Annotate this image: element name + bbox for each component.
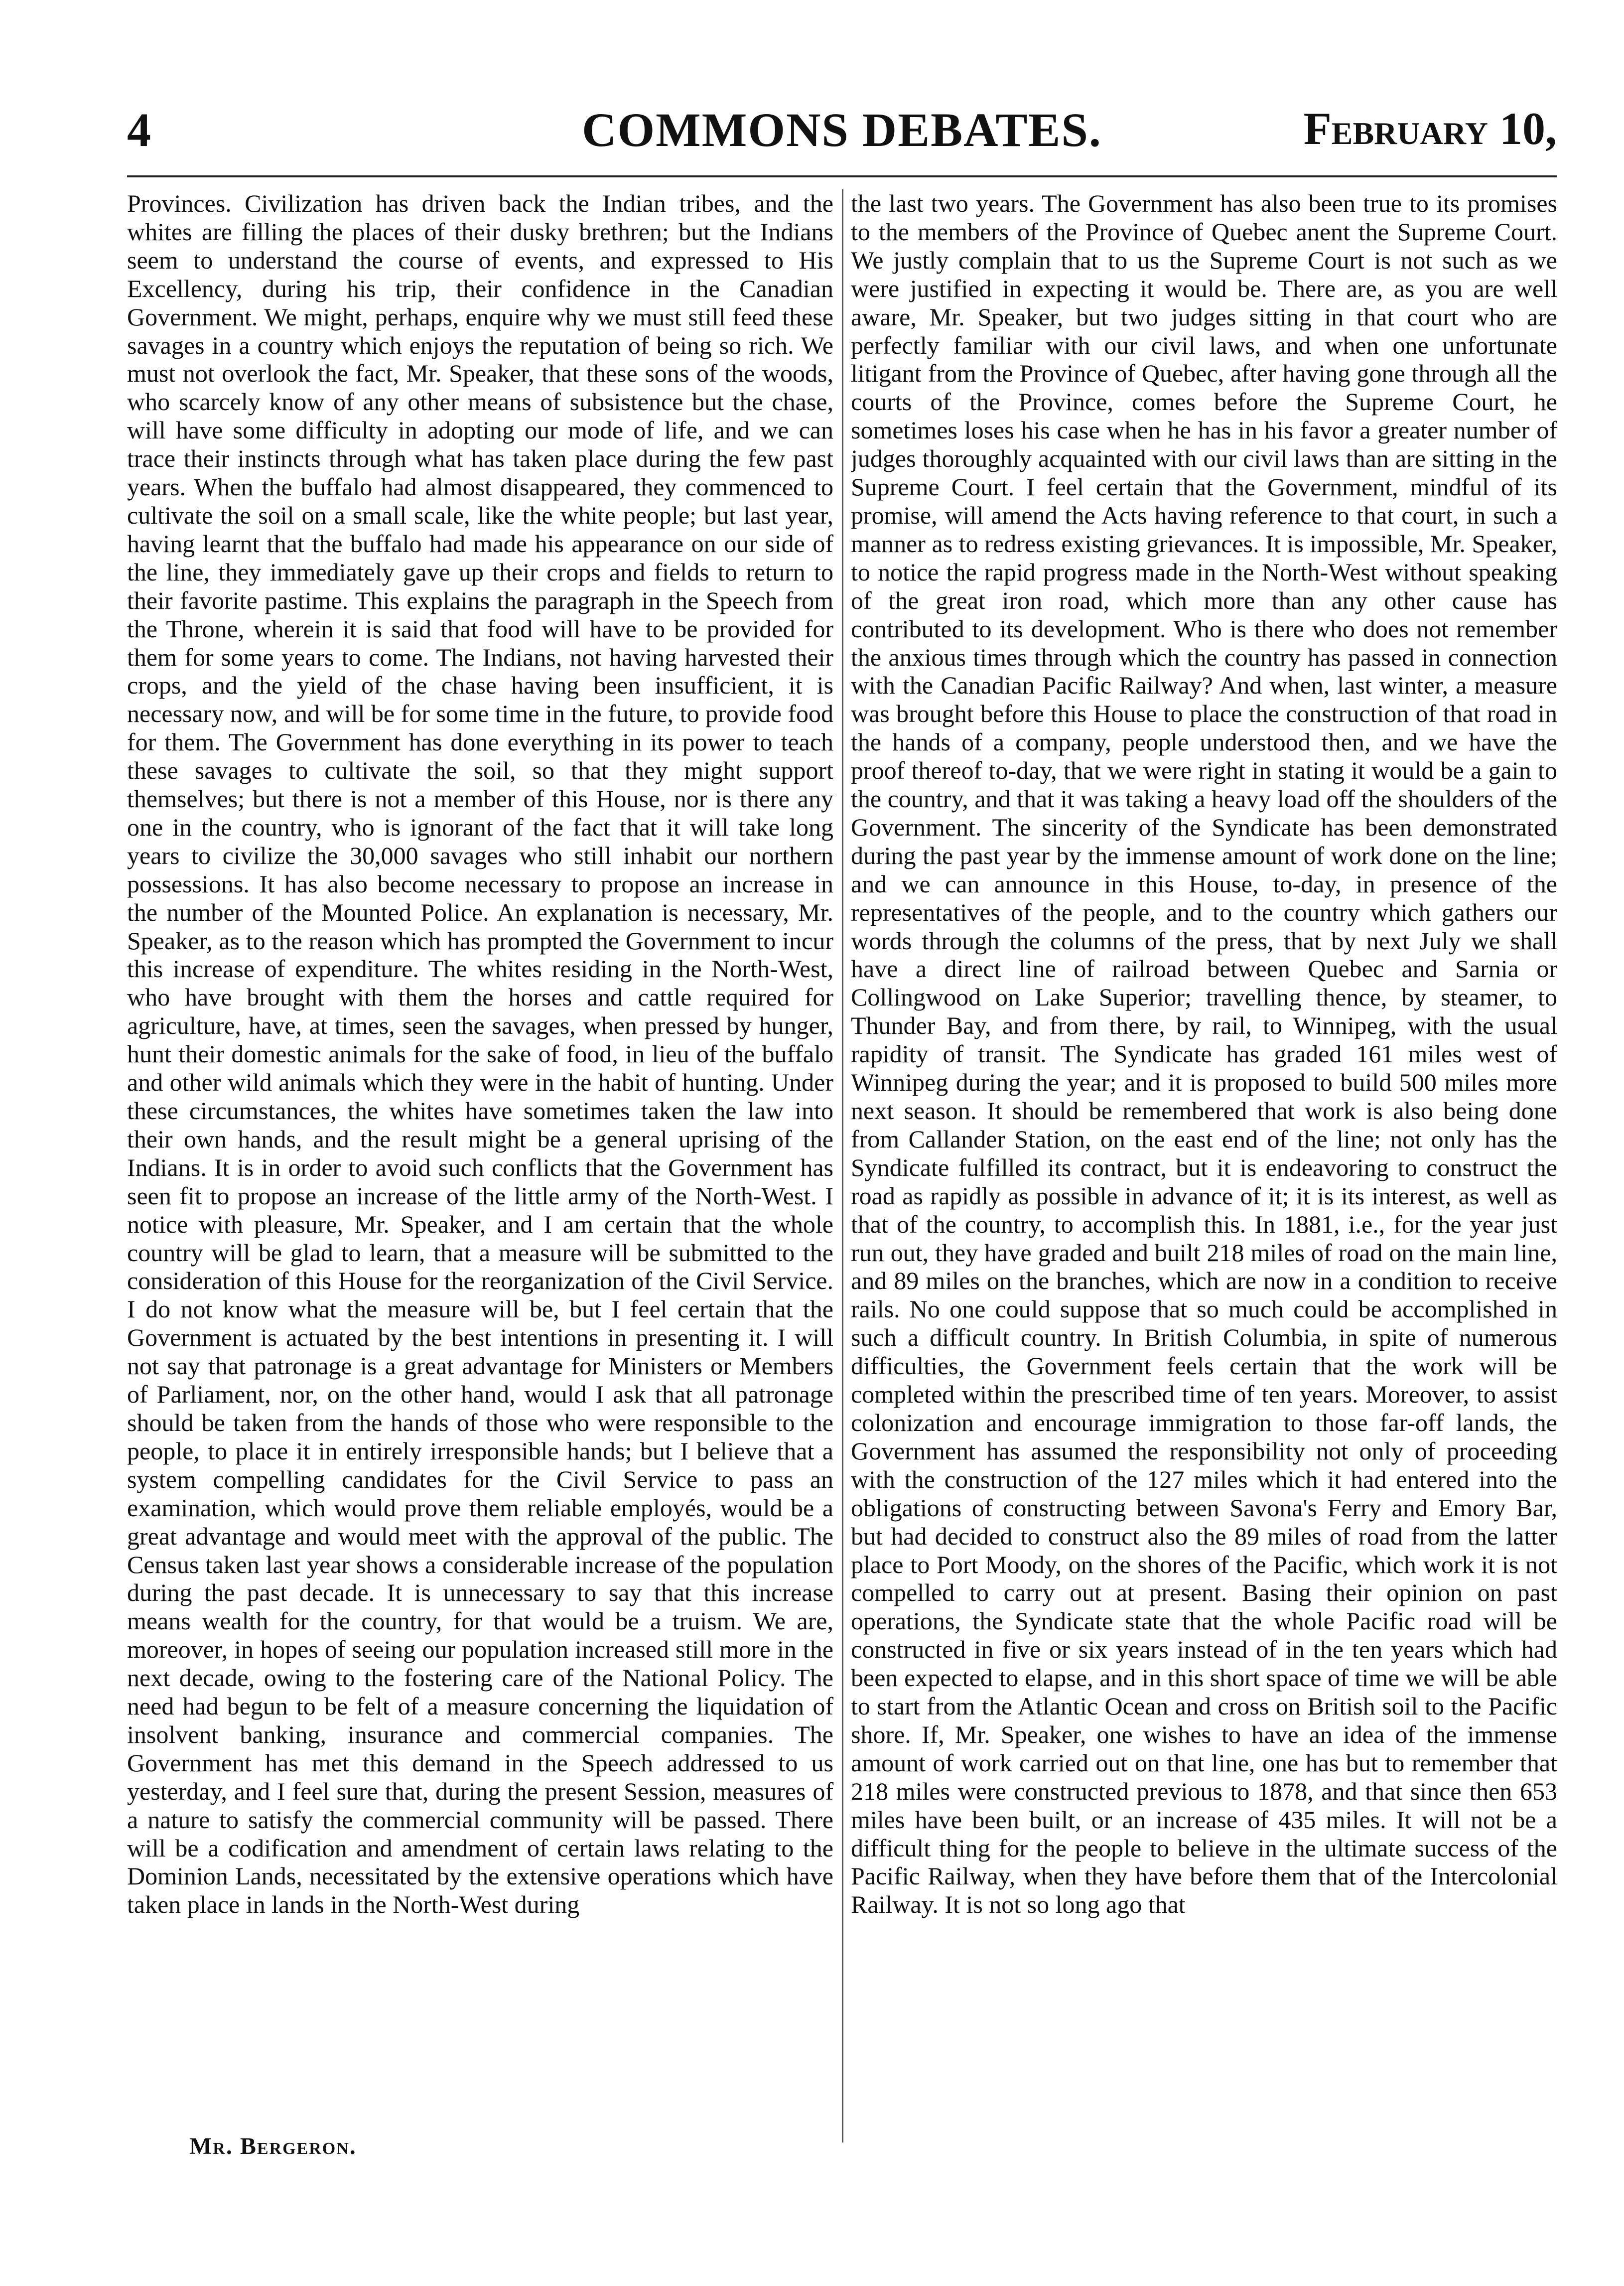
left-column-text: Provinces. Civilization has driven back the Indian tribes, and the whites are filling the places of their dusky brethren; but the Indians seem to understand the course of events, and expressed to His Excellency, during his trip, their confidence in the Canadian Government. We might, perhaps, enquire why we must still feed these savages in a country which enjoys the reputation of being so rich. We must not overlook the fact, Mr. Speaker, that these sons of the woods, who scarcely know of any other means of subsistence but the chase, will have some difficulty in adopting our mode of life, and we can trace their instincts through what has taken place during the few past years. When the buffalo had almost disappeared, they commenced to cultivate the soil on a small scale, like the white people; but last year, having learnt that the buffalo had made his appearance on our side of the line, they immediately gave up their crops and fields to return to their favorite pastime. This explains the paragraph in the Speech from the Throne, wherein it is said that food will have to be provided for them for some years to come. The Indians, not having harvested their crops, and the yield of the chase having been insufficient, it is necessary now, and will be for some time in the future, to provide food for them. The Government has done everything in its power to teach these savages to cultivate the soil, so that they might support themselves; but there is not a member of this House, nor is there any one in the country, who is ignorant of the fact that it will take long years to civilize the 30,000 savages who still inhabit our northern possessions. It has also become necessary to propose an increase in the number of the Mounted Police. An explanation is necessary, Mr. Speaker, as to the reason which has prompted the Government to incur this increase of expenditure. The whites residing in the North-West, who have brought with them the horses and cattle required for agriculture, have, at times, seen the savages, when pressed by hunger, hunt their domestic animals for the sake of food, in lieu of the buffalo and other wild animals which they were in the habit of hunting. Under these circumstances, the whites have sometimes taken the law into their own hands, and the result might be a general uprising of the Indians. It is in order to avoid such conflicts that the Government has seen fit to propose an increase of the little army of the North-West. I notice with pleasure, Mr. Speaker, and I am certain that the whole country will be glad to learn, that a measure will be submitted to the consideration of this House for the reorganization of the Civil Service. I do not know what the measure will be, but I feel certain that the Government is actuated by the best intentions in presenting it. I will not say that patronage is a great advantage for Ministers or Members of Parliament, nor, on the other hand, would I ask that all patronage should be taken from the hands of those who were responsible to the people, to place it in entirely irresponsible hands; but I believe that a system compelling candidates for the Civil Service to pass an examination, which would prove them reliable employés, would be a great advantage and would meet with the approval of the public. The Census taken last year shows a considerable increase of the population during the past decade. It is unnecessary to say that this increase means wealth for the country, for that would be a truism. We are, moreover, in hopes of seeing our population increased still more in the next decade, owing to the fostering care of the National Policy. The need had begun to be felt of a measure concerning the liquidation of insolvent banking, insurance and commercial companies. The Government has met this demand in the Speech addressed to us yesterday, and I feel sure that, during the present Session, measures of a nature to satisfy the commercial community will be passed. There will be a codification and amendment of certain laws relating to the Dominion Lands, necessitated by the extensive operations which have taken place in lands in the North-West during <box>127 189 833 1919</box>
speaker-footer: Mr. Bergeron. <box>189 2133 357 2159</box>
header-rule <box>127 175 1557 177</box>
page-date: February 10, <box>1303 103 1557 154</box>
page-header <box>127 97 1557 162</box>
right-column-text: the last two years. The Government has also been true to its promises to the members of the Province of Quebec anent the Supreme Court. We justly complain that to us the Supreme Court is not such as we were justified in expecting it would be. There are, as you are well aware, Mr. Speaker, but two judges sitting in that court who are perfectly familiar with our civil laws, and when one unfortunate litigant from the Province of Quebec, after having gone through all the courts of the Province, comes before the Supreme Court, he sometimes loses his case when he has in his favor a greater number of judges thoroughly acquainted with our civil laws than are sitting in the Supreme Court. I feel certain that the Government, mindful of its promise, will amend the Acts having reference to that court, in such a manner as to redress existing grievances. It is impossible, Mr. Speaker, to notice the rapid progress made in the North-West without speaking of the great iron road, which more than any other cause has contributed to its development. Who is there who does not remember the anxious times through which the country has passed in connection with the Canadian Pacific Railway? And when, last winter, a measure was brought before this House to place the construction of that road in the hands of a company, people understood then, and we have the proof thereof to-day, that we were right in stating it would be a gain to the country, and that it was taking a heavy load off the shoulders of the Government. The sincerity of the Syndicate has been demonstrated during the past year by the immense amount of work done on the line; and we can announce in this House, to-day, in presence of the representatives of the people, and to the country which gathers our words through the columns of the press, that by next July we shall have a direct line of railroad between Quebec and Sarnia or Collingwood on Lake Superior; travelling thence, by steamer, to Thunder Bay, and from there, by rail, to Winnipeg, with the usual rapidity of transit. The Syndicate has graded 161 miles west of Winnipeg during the year; and it is proposed to build 500 miles more next season. It should be remembered that work is also being done from Callander Station, on the east end of the line; not only has the Syndicate fulfilled its contract, but it is endeavoring to construct the road as rapidly as possible in advance of it; it is its interest, as well as that of the country, to accomplish this. In 1881, i.e., for the year just run out, they have graded and built 218 miles of road on the main line, and 89 miles on the branches, which are now in a condition to receive rails. No one could suppose that so much could be accomplished in such a difficult country. In British Columbia, in spite of numerous difficulties, the Government feels certain that the work will be completed within the prescribed time of ten years. Moreover, to assist colonization and encourage immigration to those far-off lands, the Government has assumed the responsibility not only of proceeding with the construction of the 127 miles which it had entered into the obligations of constructing between Savona's Ferry and Emory Bar, but had decided to construct also the 89 miles of road from the latter place to Port Moody, on the shores of the Pacific, which work it is not compelled to carry out at present. Basing their opinion on past operations, the Syndicate state that the whole Pacific road will be constructed in five or six years instead of in the ten years which had been expected to elapse, and in this short space of time we will be able to start from the Atlantic Ocean and cross on British soil to the Pacific shore. If, Mr. Speaker, one wishes to have an idea of the immense amount of work carried out on that line, one has but to remember that 218 miles were constructed previous to 1878, and that since then 653 miles have been built, or an increase of 435 miles. It will not be a difficult thing for the people to believe in the ultimate success of the Pacific Railway, when they have before them that of the Intercolonial Railway. It is not so long ago that <box>851 189 1557 1919</box>
right-column <box>851 189 1557 2130</box>
column-divider <box>842 189 843 2143</box>
page-number: 4 <box>127 103 151 156</box>
publication-title: COMMONS DEBATES. <box>582 103 1102 156</box>
left-column <box>127 189 833 2130</box>
